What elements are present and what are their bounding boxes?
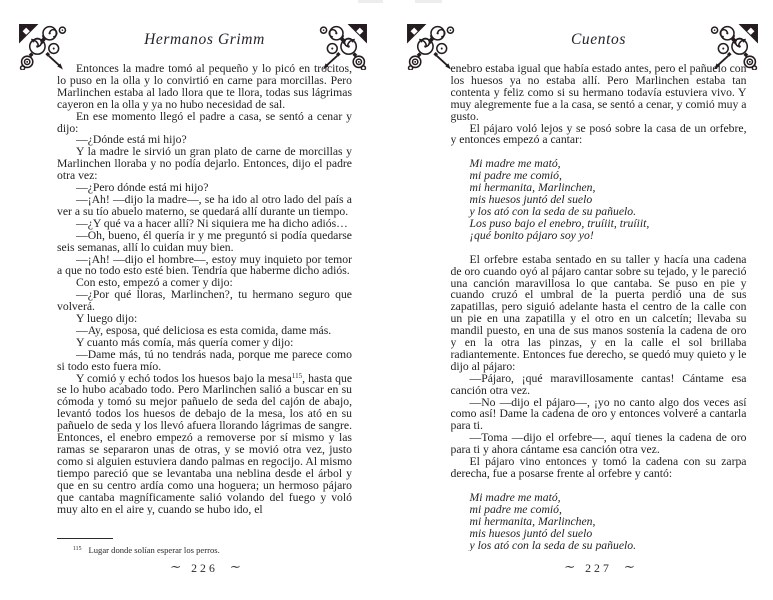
paragraph: y los ató con la seda de su pañuelo. [469,204,637,218]
paragraph: mi hermanita, Marlinchen, [469,514,596,528]
paragraph: mi padre me comió, [469,502,562,516]
running-header-left: Hermanos Grimm [144,31,265,48]
footnote [57,544,368,555]
page-number: 227 [585,561,612,575]
paragraph: —¡Ah! —dijo el hombre—, estoy muy inquieto por temor a que no todo esto esté bien. Tendría que haberme dicho adiós. [57,252,352,278]
footnote-ref: 115 [291,371,303,380]
text-column-left [57,63,352,515]
paragraph: Entonces la madre tomó al pequeño y lo picó en trocitos, lo puso en la olla y lo convirtió en carne para morcillas. Pero Marlinchen estaba al lado llora que te llora, todas sus lágrimas cayeron en la olla y ya no hubo necesidad de sal. [57,63,352,111]
text-column-right [451,63,747,551]
paragraph: enebro estaba igual que había estado antes, pero el pañuelo con los huesos ya no estaba allí. Pero Marlinchen estaba tan contenta y feliz como si su hermano todavía estuviera vivo. Y muy alegremente fue a la casa, se sentó a cenar, y comió muy a gusto. [450,63,747,123]
paragraph: —Ay, esposa, qué deliciosa es esta comida, dame más. [76,323,332,337]
paragraph: y los ató con la seda de su pañuelo. [469,538,637,552]
page-number: 226 [191,561,218,575]
paragraph: Los puso bajo el enebro, truíiit, truíiit, [469,216,650,230]
paragraph: —Oh, bueno, él quería ir y me preguntó si podía quedarse seis semanas, allí lo cuidan muy bien. [57,228,352,254]
paragraph: Y la madre le sirvió un gran plato de carne de morcillas y Marlinchen lloraba y no podía dejarlo. Entonces, dijo el padre otra vez: [57,145,352,183]
page-right [387,0,773,600]
paragraph: El orfebre estaba sentado en su taller y hacía una cadena de oro cuando oyó al pájaro cantar sobre su tejado, y le pareció una canción maravillosa lo que cantaba. Se puso en pie y cuando cruzó el umbral de la puerta perdió una de sus zapatillas, pero siguió adelante hasta el centro de la calle con un pie en una zapatilla y el otro en un calcetín; llevaba su mandil puesto, en una de sus manos sostenía la cadena de oro y en la otra las pinzas, y en la calle el sol brillaba radiantemente. Entonces fue derecho, se quedó muy quieto y le dijo al pájaro: [450,252,747,373]
swash-ornament-icon: ∼ [228,559,240,574]
running-header-right: Cuentos [570,31,626,48]
paragraph: El pájaro voló lejos y se posó sobre la casa de un orfebre, y entonces empezó a cantar: [450,121,747,147]
paragraph: —¡Ah! —dijo la madre—, se ha ido al otro lado del país a ver a su tío abuelo materno, se quedará allí durante un tiempo. [57,192,352,218]
footnote-text: Lugar donde solían esperar los perros. [88,545,220,555]
paragraph: —Toma —dijo el orfebre—, aquí tienes la cadena de oro para ti y ahora cántame esa canción otra vez. [450,431,747,457]
footnote-marker: 115 [73,546,82,552]
paragraph: —¿Y qué va a hacer allí? Ni siquiera me ha dicho adiós… [76,216,348,230]
paragraph: —¿Por qué lloras, Marlinchen?, tu hermano seguro que volverá. [57,288,352,314]
paragraph: Mi madre me mató, [469,157,561,171]
swash-ornament-icon: ∼ [622,559,634,574]
paragraph: —¿Dónde está mi hijo? [76,133,187,147]
corner-flourish-icon [406,23,455,70]
paragraph: ¡qué bonito pájaro soy yo! [469,228,594,242]
paragraph: —Pájaro, ¡qué maravillosamente cantas! Cántame esa canción otra vez. [450,371,747,397]
paragraph: Y cuanto más comía, más quería comer y dijo: [76,335,294,349]
paragraph: —¿Pero dónde está mi hijo? [76,181,209,195]
paragraph: Y luego dijo: [76,312,138,326]
page-footer-right [451,560,747,576]
swash-ornament-icon: ∼ [169,559,181,574]
paragraph: mis huesos juntó del suelo [469,193,593,207]
paragraph: mi hermanita, Marlinchen, [469,181,596,195]
footnote-rule [57,538,113,539]
paragraph: En ese momento llegó el padre a casa, se sentó a cenar y dijo: [57,109,352,135]
paragraph: Mi madre me mató, [469,490,561,504]
paragraph: Con esto, empezó a comer y dijo: [76,276,233,290]
paragraph: mis huesos juntó del suelo [469,526,593,540]
page-footer-left [57,560,352,576]
swash-ornament-icon: ∼ [563,559,575,574]
paragraph: —No —dijo el pájaro—, ¡yo no canto algo dos veces así como así! Dame la cadena de oro y entonces volveré a cantarla para ti. [450,395,747,433]
paragraph: mi padre me comió, [469,169,562,183]
paragraph: Y comió y echó todos los huesos bajo la mesa$^{115}$, hasta que se lo hubo acabado todo. Pero Marlinchen salió a buscar en su cómoda y tomó su mejor pañuelo de seda del cajón de abajo, levantó todos los huesos de debajo de la mesa, los ató en su pañuelo de seda y los llevó afuera llorando lágrimas de sangre. Entonces, el enebro empezó a removerse por sí mismo y las ramas se separaron unas de otras, y se movió otra vez, justo como si alguien estuviera dando palmas en regocijo. Al mismo tiempo pareció que se levantaba una neblina desde el árbol y que en su centro ardía como una hoguera; un hermoso pájaro que cantaba magníficamente salió volando del fuego y voló muy alto en el aire y, cuando se hubo ido, el [57,371,352,516]
paragraph: El pájaro vino entonces y tomó la cadena con su zarpa derecha, fue a posarse frente al orfebre y cantó: [450,455,747,480]
paragraph: —Dame más, tú no tendrás nada, porque me parece como si todo esto fuera mío. [57,347,352,373]
